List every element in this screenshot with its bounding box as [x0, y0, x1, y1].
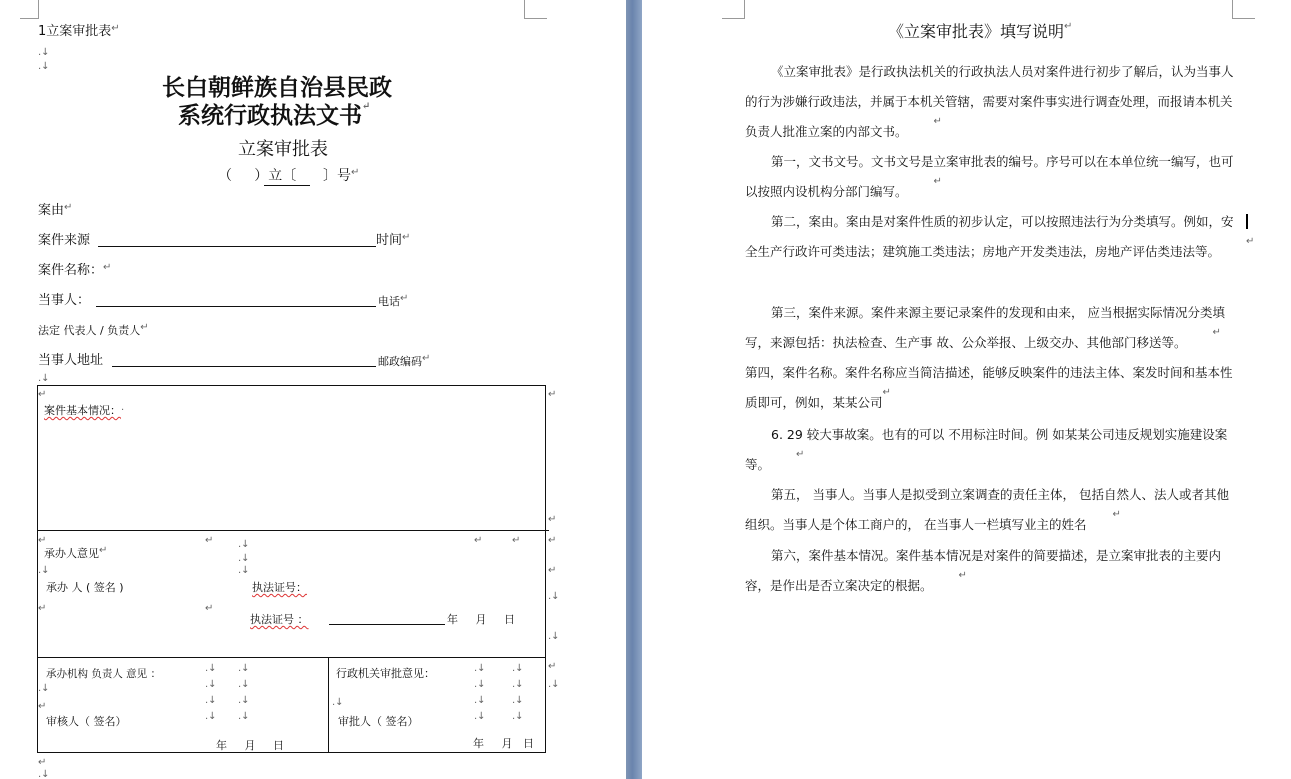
party-label: 当事人： — [38, 293, 91, 308]
case-name-label: 案件名称： ↵ — [38, 262, 112, 278]
crop-mark-top-left-2 — [722, 0, 745, 19]
table-divider-2 — [37, 657, 546, 658]
dept-head-opinion-label: 承办机构 负责人 意见 ： — [46, 668, 162, 680]
case-source-label: 案件来源 — [38, 233, 91, 248]
paragraph-basic-info: 第六，案件基本情况。案件基本情况是对案件的简要描述，是立案审批表的主要内容，是作出是否立案决定的根据。 ↵ — [745, 548, 1222, 593]
instructions-title: 《立案审批表》填写说明 ↵ — [888, 21, 1073, 41]
party-address-input-line[interactable] — [112, 366, 376, 367]
table-divider-1 — [37, 530, 549, 531]
legal-rep-label: 法定 代表人 / 负责人 ↵ — [38, 322, 149, 337]
handler-sign-label: 承办 人 ( 签名 ) — [46, 581, 124, 594]
license-no-label-2: 执法证号 ： — [250, 613, 309, 626]
approval-table — [37, 385, 546, 753]
paragraph-case-source: 第三，案件来源。案件来源主要记录案件的发现和由来， 应当根据实际情况分类填写，来源包括：执法检查、生产事 故、公众举报、上级交办、其他部门移送等。 ↵ — [745, 305, 1225, 350]
agency-opinion-label: 行政机关审批意见： — [336, 667, 435, 680]
reviewer-date: 年 月 日 — [216, 739, 284, 752]
form-number-label: 1立案审批表 ↵ — [38, 23, 120, 39]
approver-sign-label: 审批人（ 签名） — [338, 715, 419, 728]
text-cursor — [1246, 214, 1248, 229]
paragraph-case-name: 第四，案件名称。案件名称应当简洁描述，能够反映案件的违法主体、案发时间和基本性质即可，例如，某某公司 ↵ — [745, 365, 1233, 410]
party-input-line[interactable] — [96, 306, 376, 307]
phone-label: 电话 ↵ — [378, 293, 409, 308]
paragraph-doc-number: 第一，文书文号。文书文号是立案审批表的编号。序号可以在本单位统一编写，也可以按照内设机构分部门编写。 ↵ — [745, 154, 1234, 199]
case-source-input-line[interactable] — [98, 246, 376, 247]
table-divider-vertical — [328, 657, 329, 753]
paragraph-case-name-cont: 6. 29 较大事故案。也有的可以 不用标注时间。例 如某某公司违反规划实施建设案等。 ↵ — [745, 427, 1228, 472]
document-number: （ ）立〔 〕号 ↵ — [218, 167, 360, 184]
case-reason-label: 案由 ↵ — [38, 202, 73, 218]
crop-mark-top-right — [524, 0, 547, 19]
time-label: 时间 ↵ — [376, 232, 411, 248]
handler-date-line[interactable] — [329, 624, 445, 625]
paragraph-intro: 《立案审批表》是行政执法机关的行政执法人员对案件进行初步了解后，认为当事人的行为涉嫌行政违法，并属于本机关管辖，需要对案件事实进行调查处理，而报请本机关 负责人批准立案的内部文书。 ↵ — [745, 64, 1234, 139]
handler-opinion-label: 承办人意见 ↵ — [44, 545, 108, 560]
party-address-label: 当事人地址 — [38, 353, 104, 368]
page-gutter — [626, 0, 642, 779]
org-title-line1: 长白朝鲜族自治县民政 — [162, 74, 392, 101]
left-document-page: 1立案审批表 ↵ .↓ .↓ 长白朝鲜族自治县民政 系统行政执法文书 ↵ 立案审批表 （ ）立〔 〕号 ↵ 案由 ↵ 案件来源 时间 ↵ 案件名称： ↵ 当事人： 电话 ↵ 法定 代表人 / 负责人 ↵ 当事人地址 邮政编码 ↵ .↓ ↵ ↵ 案件基本情况： . ↵ ↵ ↵ ↵ ↵ ↵ 承办人意见 ↵ .↓ .↓ .↓ .↓ ↵ 承办 人 ( 签名 ) 执法证号： .↓ ↵ ↵ 执法证号 ： 年 月 日 .↓ ↵ 承办机构 负责人 意见 ： .↓ .↓ 行政机关审批意见： .↓ .↓ .↓ .↓ .↓ .↓ .↓ .↓ .↓ .↓ .↓ .↓ .↓ ↵ 审核人（ 签名） .↓ .↓ 审批人（ 签名） .↓ .↓ 年 月 日 年 月 日 ↵ .↓ — [0, 0, 626, 779]
crop-mark-top-left — [20, 0, 39, 19]
right-document-page — [642, 0, 1291, 779]
reviewer-sign-label: 审核人（ 签名） — [46, 715, 127, 728]
postcode-label: 邮政编码 ↵ — [378, 353, 431, 368]
basic-info-label: 案件基本情况： . — [44, 402, 125, 417]
form-title: 立案审批表 — [238, 139, 328, 160]
paragraph-party: 第五， 当事人。当事人是拟受到立案调查的责任主体， 包括自然人、法人或者其他组织。当事人是个体工商户的， 在当事人一栏填写业主的姓名 ↵ — [745, 487, 1229, 532]
paragraph-case-reason: 第二，案由。案由是对案件性质的初步认定，可以按照违法行为分类填写。例如，安全生产行政许可类违法；建筑施工类违法；房地产开发类违法，房地产评估类违法等。 ↵ — [745, 214, 1255, 259]
org-title-line2: 系统行政执法文书 ↵ — [178, 101, 371, 129]
license-no-label-1: 执法证号： — [252, 581, 307, 594]
handler-date: 年 月 日 — [447, 613, 515, 626]
approver-date: 年 月 日 — [473, 737, 534, 750]
crop-mark-top-right-2 — [1232, 0, 1255, 19]
doc-number-underline — [264, 185, 310, 186]
